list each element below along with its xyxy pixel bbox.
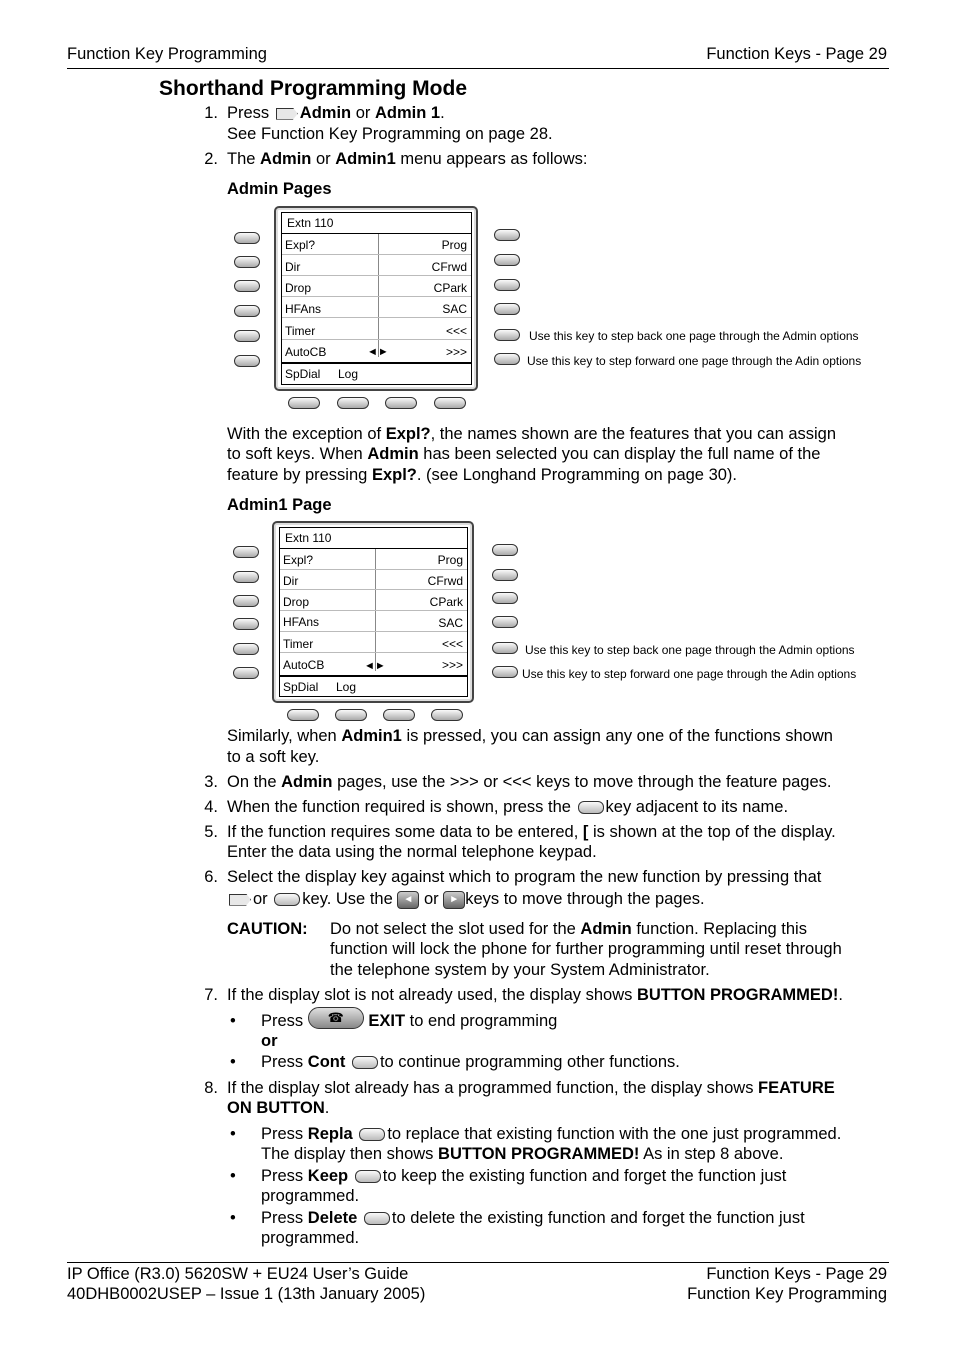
step-number: 8. — [204, 1079, 218, 1097]
step-8-line-1: If the display slot already has a programmed function, the display shows FEATURE — [227, 1079, 835, 1097]
step-5-line-1: If the function requires some data to be entered, [ is shown at the top of the display. — [227, 823, 836, 841]
display-key-icon — [355, 1170, 381, 1183]
display-key-icon — [352, 1056, 378, 1069]
right-nav-key-icon: ► — [443, 891, 465, 909]
step-8-bullet-1-line-2: The display then shows BUTTON PROGRAMMED! As in step 8 above. — [261, 1145, 784, 1163]
exit-key-icon: ☎ — [308, 1007, 364, 1029]
display-key-icon — [274, 893, 300, 906]
header-right: Function Keys - Page 29 — [706, 45, 887, 63]
display-key-icon — [578, 801, 604, 814]
back-key-note: Use this key to step back one page through the Admin options — [525, 643, 855, 657]
caution-line-2: function will lock the phone for further programming until reset through — [330, 940, 842, 958]
step-8-bullet-3-line-2: programmed. — [261, 1229, 360, 1247]
step-1-line-2: See Function Key Programming on page 28. — [227, 125, 553, 143]
step-6-line-2: or key. Use the ◄ or ► keys to move through the pages. — [227, 889, 705, 909]
header-left: Function Key Programming — [67, 45, 267, 63]
bullet: • — [230, 1209, 236, 1227]
forward-key-note: Use this key to step forward one page through the Adin options — [522, 667, 857, 681]
step-8-line-2: ON BUTTON. — [227, 1099, 330, 1117]
step-8-bullet-3: Press Delete to delete the existing function and forget the function just — [261, 1209, 805, 1227]
step-3-line: On the Admin pages, use the >>> or <<< keys to move through the feature pages. — [227, 773, 832, 791]
step-7-bullet-2: Press Cont to continue programming other functions. — [261, 1053, 680, 1071]
section-title: Shorthand Programming Mode — [159, 77, 468, 100]
admin-pages-heading: Admin Pages — [227, 180, 332, 198]
page-header — [67, 44, 889, 69]
display-key-icon — [364, 1212, 390, 1225]
footer-right-1: Function Keys - Page 29 — [706, 1265, 887, 1283]
step-2-line: The Admin or Admin1 menu appears as follows: — [227, 150, 588, 168]
para-1-line-2: to soft keys. When Admin has been selected you can display the full name of the — [227, 445, 821, 463]
page-footer — [67, 1262, 889, 1305]
footer-right-2: Function Key Programming — [687, 1285, 887, 1303]
caution-line-1: Do not select the slot used for the Admin function. Replacing this — [330, 920, 807, 938]
bullet: • — [230, 1167, 236, 1185]
footer-left-2: 40DHB0002USEP – Issue 1 (13th January 2005) — [67, 1285, 426, 1303]
step-7-bullet-1: Press ☎ EXIT to end programming — [261, 1011, 557, 1031]
footer-left-1: IP Office (R3.0) 5620SW + EU24 User’s Guide — [67, 1265, 409, 1283]
left-nav-key-icon: ◄ — [397, 891, 419, 909]
bullet: • — [230, 1125, 236, 1143]
forward-key-note: Use this key to step forward one page through the Adin options — [527, 354, 862, 368]
caution-label: CAUTION: — [227, 920, 308, 938]
display-key-icon — [229, 894, 251, 906]
back-key-note: Use this key to step back one page through the Admin options — [529, 329, 859, 343]
bullet: • — [230, 1053, 236, 1071]
step-5-line-2: Enter the data using the normal telephone keypad. — [227, 843, 597, 861]
step-number: 6. — [204, 868, 218, 886]
admin1-page-heading: Admin1 Page — [227, 496, 332, 514]
para-2-line-2: to a soft key. — [227, 748, 320, 766]
step-1-line-1: Press Admin or Admin 1. — [227, 104, 445, 122]
step-number: 1. — [204, 104, 218, 122]
step-7-line: If the display slot is not already used, the display shows BUTTON PROGRAMMED!. — [227, 986, 843, 1004]
para-1-line-3: feature by pressing Expl?. (see Longhand Programming on page 30). — [227, 466, 737, 484]
step-number: 2. — [204, 150, 218, 168]
step-4-line: When the function required is shown, press the key adjacent to its name. — [227, 798, 789, 816]
or-text: or — [261, 1032, 278, 1050]
step-number: 3. — [204, 773, 218, 791]
step-number: 5. — [204, 823, 218, 841]
step-8-bullet-1: Press Repla to replace that existing function with the one just programmed. — [261, 1125, 842, 1143]
step-8-bullet-2-line-2: programmed. — [261, 1187, 360, 1205]
para-1-line-1: With the exception of Expl?, the names shown are the features that you can assign — [227, 425, 837, 443]
caution-line-3: the telephone system by your System Administrator. — [330, 961, 710, 979]
display-key-icon — [359, 1128, 385, 1141]
step-number: 7. — [204, 986, 218, 1004]
bullet: • — [230, 1012, 236, 1030]
para-2-line-1: Similarly, when Admin1 is pressed, you can assign any one of the functions shown — [227, 727, 833, 745]
step-8-bullet-2: Press Keep to keep the existing function and forget the function just — [261, 1167, 787, 1185]
step-number: 4. — [204, 798, 218, 816]
step-6-line-1: Select the display key against which to program the new function by pressing that — [227, 868, 822, 886]
display-key-icon — [276, 108, 298, 120]
